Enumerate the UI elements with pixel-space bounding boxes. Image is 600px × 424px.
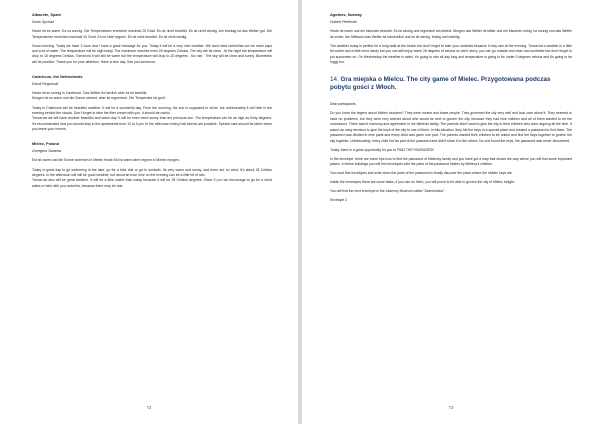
- right-page: [302, 0, 600, 424]
- section-agotnes: [330, 12, 572, 66]
- section-author: Grzegorz Sarama: [32, 149, 62, 154]
- section-place: Mielec, Poland: [32, 141, 60, 147]
- paragraph: Heute ist es warm. Es ist sonnig. Die Temperaturen erreichen maximal 25 Grad. Es ist nicht bewölkt. Es ist nicht windig. Am Montag ist das Wetter gut. Die Temperaturen erreichen maximal 20 Grad. Es ist nicht regnen. Es ist nicht bewölkt. Es ist nicht windig.: [32, 29, 272, 39]
- section-author: Kamil Rogowski: [32, 82, 59, 87]
- paragraph: You must find envelopes and write down the parts of the password to finally discover the place where the hidden keys are.: [330, 171, 513, 176]
- paragraph: In the envelope, there are some tips how to find the password of Mielecky family and you have got a map that shows the way where you will find some important places. In these buildings you will find envelopes with the parts of the password hidden by Mielecy's children.: [330, 156, 572, 167]
- left-page: [0, 0, 298, 424]
- chapter-number: 14.: [330, 75, 339, 83]
- section-castricum: [32, 74, 272, 132]
- paragraph: Heute ist es sonnig in Castricum. Das Wetter ist herrlich aber es ist bewölkt. Morgen ist es warm und die Sonne scheint, aber ist regnerisch. Die Temperatur ist groß.: [32, 91, 166, 101]
- section-albacete: [32, 12, 272, 65]
- section-place: Castricum, the Netherlands: [32, 73, 83, 79]
- paragraph: Today in Castricum will be beautiful weather. It will be a wonderful day. From the morning, the sun is supposed to shine, but unfortunately it will hide in the evening behind the clouds. Don't forget to take the filter cream with you, it should be useful. Tomorrow we will have another beautiful and warm day. It will be even more sunny than the previous one. The temperature can be as high as thirty degrees. It's recommended that you should stay in the apartments from 12 to 3 pm. In the afternoon heavy hail storms are possible. Special care should be taken when you leave your homes.: [32, 105, 272, 131]
- page-number: 72: [146, 405, 152, 410]
- paragraph: Do you know the legend about Mielec founders? They were honest and brave people. They governed the city very well and took care about it. They seemed to have no problems, but they were very worried about who would be next to govern the city, because they had nine children and all of them wanted to be the successors. There wasn't harmony and agreement in the Mielecki family. The parents didn't want to give the city to their children who were arguing all the time. It wasn't an easy decision to give the keys of the city to one of them. In this situation, they hid the keys in a special place and created a password to find them. The password was divided in nine parts and every child was given one part. The parents wanted their children to be united and find the keys together to govern the city together. Unfortunately, every child hid his part of the password and didn't show it to the others. No one found the keys, the password was never discovered.: [330, 111, 572, 143]
- section-author: Hubert Pieleński: [330, 20, 357, 25]
- paragraph: Envelope 2: [330, 198, 347, 203]
- section-mielec: [32, 141, 272, 189]
- section-place: Agotnes, Norway: [330, 12, 362, 17]
- paragraph: Good morning. Today we have 3 June and I have a good message for you. Today it will be a very nice weather. We dont need umbrellas but we need caps and a lot of water. The temperature will be high today. The maximum reaches even 25 degrees Celsius. The sky will be clear . At the night the temperature will drop to 18 degrees Celsius. Tomorrow it will still be warm but the temperature will drop to 20 degrees . No rain . The sky will be clear and sunny. Biometrics will be positive. Thank you for your attention. Have a nice day. See you tomorrow.: [32, 43, 272, 64]
- paragraph: You will find the next envelope in the Jadermy Museum called "Jadernówka".: [330, 189, 445, 194]
- paragraph: Today is great day to go swimming in the lake, go for a bike ride or go to sunbath. Its very warm and sunny, and there are no wind. It's about 28 Celsius degrees. In the afternoon will still be good weather, but about an hour nine on the evening can be a little bit of rain. Tomorrow also will be great weather. It will be a little colder than today because it will be 25 Celsius degrees. Since 3 p.m we encourage to go for a short walks or take with you umbrella, because there may be rain.: [32, 167, 272, 188]
- paragraph: Heute ist warm und ein bisschen bewolkt. Es ist windig und regneisch am Abend. Morgen das Wetter ist kälter und ein bisschen nebig. Ist sonnig und das Wetter ist schön. Am Mittwoch das Wetter ist schrecklich und es ist windig, frostig und nebelig.: [330, 29, 572, 39]
- paragraph: The weather today is perfect for a long walk at the beach but don't forget to take your umbrella because it may rain at the evening. Tomorrow's weather is a little bit colder and a little more windy but you can still enjoy warm 26 degrees of celsius so don't worry, you can go outside and relax and sunbathe but don't forget to put sunscreen on. On Wednesday the weather is awful, it's going to rain all day long and temperature is going to be under 0 degrees celsius and it's going to be foggy too.: [330, 43, 572, 65]
- story-body: [330, 102, 572, 204]
- chapter-heading: [330, 76, 572, 92]
- section-author: Dario Sychari: [32, 20, 55, 25]
- paragraph: Today, there is a great opportunity for you to FIND THE PASSWORD!: [330, 147, 435, 152]
- paragraph: Est ist warm und die Sonne scheinen in Mielec heute.Est ist warm aber regnen in Mielec morgen.: [32, 158, 180, 163]
- page-number: 73: [448, 405, 454, 410]
- chapter-title: Gra miejska o Mielcu. The city game of Mielec. Przygotowana podczas pobytu gości z Włoch.: [330, 75, 551, 91]
- paragraph: Inside the envelopes there are some tasks, if you can do them, you will prove to be able to govern the city of Mielec tonight.: [330, 180, 515, 185]
- paragraph: Dear participants,: [330, 102, 357, 107]
- section-place: Albacete, Spain: [32, 12, 61, 17]
